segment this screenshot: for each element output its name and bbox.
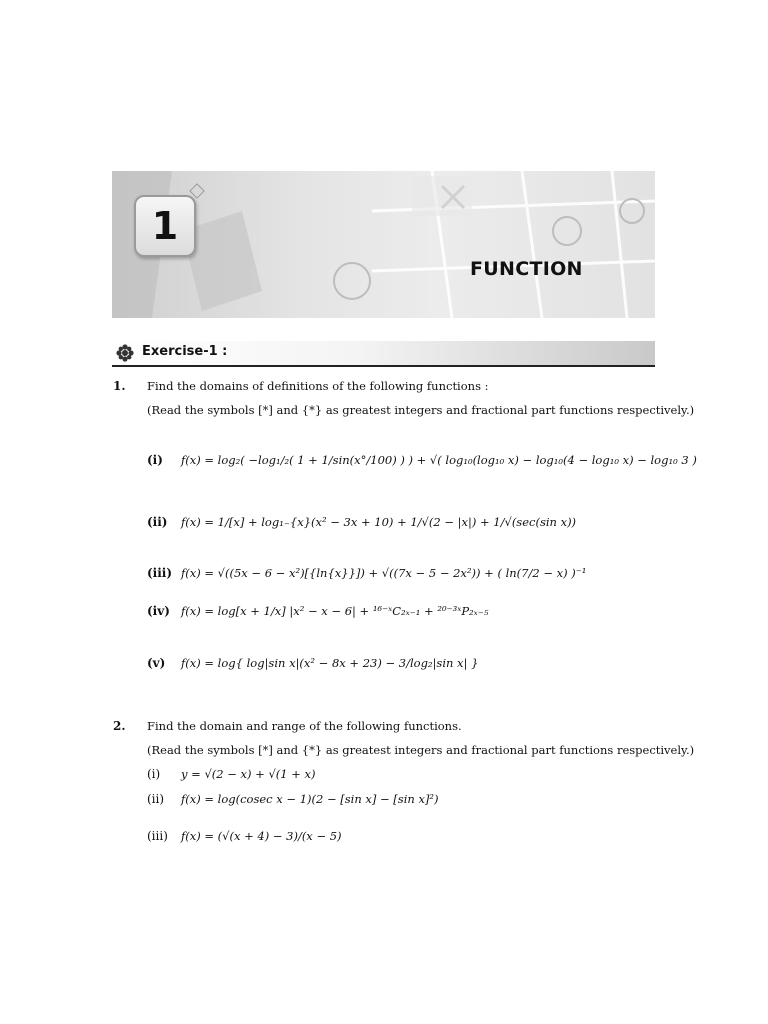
question-item — [147, 656, 478, 670]
question-item — [147, 453, 697, 467]
item-label: (ii) — [147, 515, 168, 529]
item-label: (v) — [147, 656, 166, 670]
math-expression: f(x) = log(cosec x − 1)(2 − [sin x] − [sin x]²) — [181, 792, 439, 806]
item-label: (ii) — [147, 792, 165, 806]
question-item — [147, 566, 586, 580]
question-number: 1. — [113, 379, 126, 393]
question-number: 2. — [113, 719, 126, 733]
question-item — [147, 792, 439, 806]
math-expression: y = √(2 − x) + √(1 + x) — [181, 767, 316, 781]
question-prompt: Find the domain and range of the following functions. — [147, 719, 462, 733]
item-label: (iv) — [147, 604, 170, 618]
chapter-number: 1 — [151, 204, 179, 248]
item-label: (iii) — [147, 829, 168, 843]
math-expression: f(x) = log[x + 1/x] |x² − x − 6| + ¹⁶⁻ˣC₂ₓ₋₁ + ²⁰⁻³ˣP₂ₓ₋₅ — [181, 604, 489, 618]
question-note: (Read the symbols [*] and {*} as greatest integers and fractional part functions respectively.) — [147, 743, 695, 757]
question-item — [147, 604, 488, 618]
math-expression: f(x) = √((5x − 6 − x²)[{ln{x}}]) + √((7x − 5 − 2x²)) + ( ln(7/2 − x) )⁻¹ — [181, 566, 587, 580]
question-item — [147, 515, 576, 529]
item-label: (i) — [147, 767, 161, 781]
math-expression: f(x) = 1/[x] + log₁₋{x}(x² − 3x + 10) + 1/√(2 − |x|) + 1/√(sec(sin x)) — [181, 515, 577, 529]
chapter-title: FUNCTION — [470, 258, 583, 280]
item-label: (iii) — [147, 566, 173, 580]
exercise-title: Exercise-1 : — [142, 344, 228, 359]
question-note: (Read the symbols [*] and {*} as greatest integers and fractional part functions respectively.) — [147, 403, 695, 417]
math-expression: f(x) = (√(x + 4) − 3)/(x − 5) — [181, 829, 342, 843]
item-label: (i) — [147, 453, 163, 467]
question-item — [147, 829, 342, 843]
math-expression: f(x) = log{ log|sin x|(x² − 8x + 23) − 3/log₂|sin x| } — [181, 656, 479, 670]
question-item — [147, 767, 316, 781]
math-expression: f(x) = log₂( −log₁/₂( 1 + 1/sin(x°/100) ) ) + √( log₁₀(log₁₀ x) − log₁₀(4 − log₁₀ x) − log₁₀ 3 ) — [181, 453, 697, 467]
flower-icon — [115, 343, 135, 363]
question-prompt: Find the domains of definitions of the following functions : — [147, 379, 489, 393]
chapter-number-badge — [134, 195, 196, 257]
